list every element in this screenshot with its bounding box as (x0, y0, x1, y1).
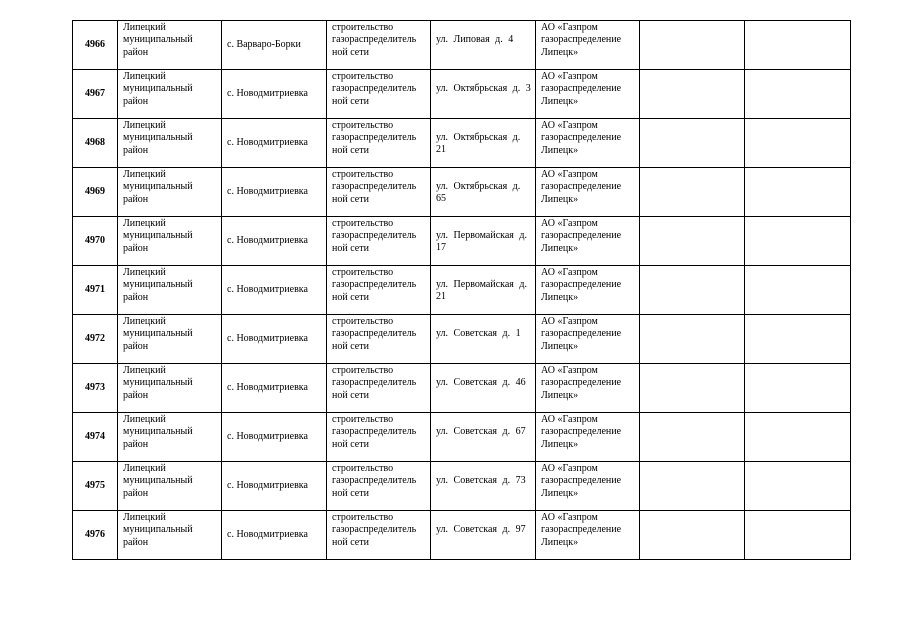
operator-cell: АО «Газпром газораспределение Липецк» (536, 119, 640, 168)
empty-cell (745, 217, 851, 266)
address-cell (431, 266, 536, 315)
empty-cell (640, 266, 745, 315)
empty-cell (745, 119, 851, 168)
district-cell: Липецкий муниципальный район (118, 266, 222, 315)
empty-cell (640, 462, 745, 511)
row-number: 4973 (73, 364, 118, 413)
work-type-cell: строительство газораспределитель ной сети (327, 70, 431, 119)
table-row (73, 119, 851, 168)
row-number: 4970 (73, 217, 118, 266)
work-type-cell: строительство газораспределитель ной сети (327, 315, 431, 364)
empty-cell (640, 119, 745, 168)
settlement-cell: с. Новодмитриевка (222, 217, 327, 266)
address-text: ул. Октябрьская д. 21 (436, 132, 526, 156)
table-row (73, 266, 851, 315)
address-text: ул. Советская д. 97 (436, 524, 526, 535)
settlement-cell: с. Новодмитриевка (222, 413, 327, 462)
address-cell (431, 511, 536, 560)
work-type-cell: строительство газораспределитель ной сети (327, 266, 431, 315)
work-type-cell: строительство газораспределитель ной сети (327, 217, 431, 266)
row-number: 4968 (73, 119, 118, 168)
table-row (73, 315, 851, 364)
work-type-cell: строительство газораспределитель ной сети (327, 462, 431, 511)
empty-cell (745, 168, 851, 217)
empty-cell (640, 168, 745, 217)
settlement-cell: с. Новодмитриевка (222, 70, 327, 119)
settlement-cell: с. Новодмитриевка (222, 119, 327, 168)
operator-cell: АО «Газпром газораспределение Липецк» (536, 217, 640, 266)
operator-cell: АО «Газпром газораспределение Липецк» (536, 21, 640, 70)
operator-cell: АО «Газпром газораспределение Липецк» (536, 413, 640, 462)
address-cell (431, 70, 536, 119)
settlement-cell: с. Новодмитриевка (222, 168, 327, 217)
empty-cell (745, 511, 851, 560)
empty-cell (640, 364, 745, 413)
district-cell: Липецкий муниципальный район (118, 364, 222, 413)
settlement-cell: с. Новодмитриевка (222, 266, 327, 315)
settlement-cell: с. Варваро-Борки (222, 21, 327, 70)
row-number: 4976 (73, 511, 118, 560)
row-number: 4966 (73, 21, 118, 70)
district-cell: Липецкий муниципальный район (118, 70, 222, 119)
empty-cell (640, 315, 745, 364)
district-cell: Липецкий муниципальный район (118, 168, 222, 217)
operator-cell: АО «Газпром газораспределение Липецк» (536, 168, 640, 217)
empty-cell (640, 511, 745, 560)
settlement-cell: с. Новодмитриевка (222, 462, 327, 511)
empty-cell (640, 70, 745, 119)
work-type-cell: строительство газораспределитель ной сети (327, 364, 431, 413)
district-cell: Липецкий муниципальный район (118, 413, 222, 462)
address-text: ул. Советская д. 73 (436, 475, 526, 486)
operator-cell: АО «Газпром газораспределение Липецк» (536, 266, 640, 315)
operator-cell: АО «Газпром газораспределение Липецк» (536, 364, 640, 413)
empty-cell (640, 413, 745, 462)
empty-cell (745, 413, 851, 462)
empty-cell (745, 70, 851, 119)
address-cell (431, 21, 536, 70)
settlement-cell: с. Новодмитриевка (222, 315, 327, 364)
settlement-cell: с. Новодмитриевка (222, 511, 327, 560)
address-text: ул. Октябрьская д. 3 (436, 83, 531, 94)
empty-cell (745, 21, 851, 70)
row-number: 4975 (73, 462, 118, 511)
table-row (73, 21, 851, 70)
table-row (73, 462, 851, 511)
district-cell: Липецкий муниципальный район (118, 511, 222, 560)
work-type-cell: строительство газораспределитель ной сети (327, 413, 431, 462)
district-cell: Липецкий муниципальный район (118, 217, 222, 266)
operator-cell: АО «Газпром газораспределение Липецк» (536, 462, 640, 511)
work-type-cell: строительство газораспределитель ной сети (327, 21, 431, 70)
operator-cell: АО «Газпром газораспределение Липецк» (536, 511, 640, 560)
empty-cell (745, 462, 851, 511)
row-number: 4974 (73, 413, 118, 462)
empty-cell (745, 315, 851, 364)
work-type-cell: строительство газораспределитель ной сети (327, 119, 431, 168)
row-number: 4969 (73, 168, 118, 217)
table-row (73, 511, 851, 560)
address-text: ул. Первомайская д. 17 (436, 230, 533, 254)
district-cell: Липецкий муниципальный район (118, 462, 222, 511)
operator-cell: АО «Газпром газораспределение Липецк» (536, 70, 640, 119)
registry-table-body (73, 21, 851, 560)
empty-cell (745, 364, 851, 413)
district-cell: Липецкий муниципальный район (118, 315, 222, 364)
address-cell (431, 168, 536, 217)
empty-cell (745, 266, 851, 315)
empty-cell (640, 217, 745, 266)
table-row (73, 413, 851, 462)
address-cell (431, 364, 536, 413)
work-type-cell: строительство газораспределитель ной сети (327, 168, 431, 217)
address-cell (431, 119, 536, 168)
row-number: 4967 (73, 70, 118, 119)
work-type-cell: строительство газораспределитель ной сети (327, 511, 431, 560)
address-text: ул. Советская д. 67 (436, 426, 526, 437)
table-row (73, 168, 851, 217)
table-row (73, 70, 851, 119)
operator-cell: АО «Газпром газораспределение Липецк» (536, 315, 640, 364)
address-cell (431, 217, 536, 266)
address-text: ул. Первомайская д. 21 (436, 279, 533, 303)
address-cell (431, 462, 536, 511)
row-number: 4972 (73, 315, 118, 364)
address-cell (431, 315, 536, 364)
address-cell (431, 413, 536, 462)
document-page (72, 20, 851, 560)
settlement-cell: с. Новодмитриевка (222, 364, 327, 413)
address-text: ул. Липовая д. 4 (436, 34, 514, 45)
empty-cell (640, 21, 745, 70)
address-text: ул. Советская д. 46 (436, 377, 526, 388)
district-cell: Липецкий муниципальный район (118, 21, 222, 70)
address-text: ул. Советская д. 1 (436, 328, 521, 339)
address-text: ул. Октябрьская д. 65 (436, 181, 526, 205)
row-number: 4971 (73, 266, 118, 315)
table-row (73, 364, 851, 413)
table-row (73, 217, 851, 266)
registry-table (72, 20, 851, 560)
district-cell: Липецкий муниципальный район (118, 119, 222, 168)
